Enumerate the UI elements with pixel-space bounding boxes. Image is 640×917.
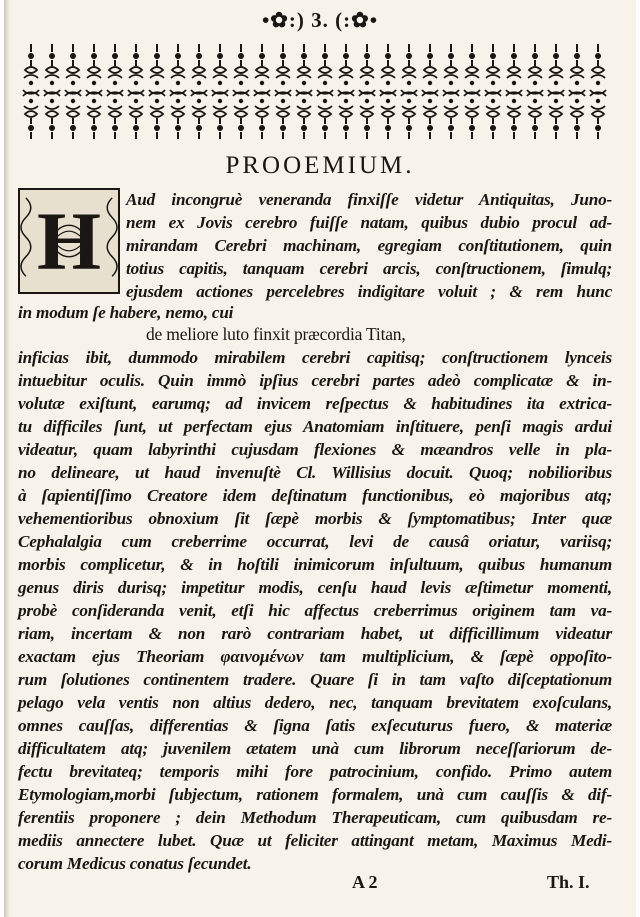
text-line: tu difficiles ſunt, ut perfectam ejus Anatomiam inſtituere, penſi magis ardui	[18, 417, 612, 436]
chapter-title: PROOEMIUM.	[225, 152, 415, 179]
text-line: difficultatem atq; juvenilem ætatem unà cum librorum neceſſariorum de-	[18, 739, 612, 758]
text-line: genus diris durisq; impetitur modis, cenſu haud levis æſtimetur momenti,	[18, 578, 612, 597]
text-line: intuebitur oculis. Quin immò ipſius cerebri partes adeò complicatæ & in-	[18, 371, 612, 390]
text-line: omnes cauſſas, differentias & ſigna ſatis exſecuturus fuero, & materiæ	[18, 716, 612, 735]
text-line: Etymologiam,morbi ſubjectum, rationem formalem, unà cum cauſſis & dif-	[18, 785, 612, 804]
running-head: •✿:) 3. (:✿•	[261, 8, 379, 32]
dropcap-letter-graphic	[20, 190, 118, 292]
catchword: Th. I.	[547, 872, 590, 892]
decorated-initial	[18, 188, 120, 294]
text-line: vehementioribus obnoxium ſit ſæpè morbis & ſymptomatibus; Inter quæ	[18, 509, 612, 528]
text-line: morbis complicetur, & in hoſtili inimicorum inſultuum, quibus humanum	[18, 555, 612, 574]
signature-mark: A 2	[352, 872, 378, 892]
text-line: in modum ſe habere, nemo, cui	[18, 303, 234, 322]
text-line: inficias ibit, dummodo mirabilem cerebri capitisq; conſtructionem lynceis	[18, 348, 612, 367]
text-line: fectu brevitateq; temporis mihi fore patrocinium, confido. Primo autem	[18, 762, 612, 781]
text-line: nem ex Jovis cerebro fuiſſe natam, quibus dubio procul ad-	[126, 213, 612, 232]
book-page	[4, 0, 636, 917]
text-line: mediis annectere lubet. Quæ ut feliciter attingant metam, Maximus Medi-	[18, 831, 612, 850]
text-line: riam, incertam & non rarò contrariam habet, ut difficillimum videatur	[18, 624, 612, 643]
text-line: ejusdem actiones percelebres indigitare voluit ; & rem hunc	[126, 282, 612, 301]
text-line: mirandam Cerebri machinam, egregiam conſtitutionem, quin	[126, 236, 612, 255]
dropcap-letter: H	[36, 195, 102, 287]
text-line: Aud incongruè veneranda finxiſſe videtur Antiquitas, Juno-	[126, 190, 612, 209]
text-line: volutæ exiſtunt, earumq; ad invicem reſpectus & habitudines ita extrica-	[18, 394, 612, 413]
text-line: à ſapientiſſimo Creatore idem deſtinatum functionibus, eò majoribus atq;	[18, 486, 612, 505]
text-line: no delineare, ut haud invenuſtè Cl. Willisius docuit. Quoq; nobilioribus	[18, 463, 612, 482]
ornament-band	[22, 42, 614, 140]
text-line: corum Medicus conatus ſecundet.	[18, 854, 252, 873]
text-line: Cephalalgia cum creberrime occurrat, levi de causâ oriatur, variisq;	[18, 532, 612, 551]
text-line: probè conſideranda venit, etſi hic affectus creberrimus originem tam va-	[18, 601, 612, 620]
text-line: pelago vela ventis non altius dedero, nec, tanquam brevitatem exoſculans,	[18, 693, 612, 712]
text-line: videatur, quam labyrinthi cujusdam flexiones & mæandros velle in pla-	[18, 440, 612, 459]
text-line: totius capitis, tanquam cerebri arcis, conſtructionem, ſimulq;	[126, 259, 612, 278]
text-line: rum ſolutiones continentem tradere. Quare ſi in tam vaſto diſceptationum	[18, 670, 612, 689]
text-line: exactam ejus Theoriam φαινομένων tam multiplicium, & ſæpè oppoſito-	[18, 647, 612, 666]
text-line: ferentiis proponere ; dein Methodum Therapeuticam, cum quibusdam re-	[18, 808, 612, 827]
page-gutter-shadow	[4, 0, 10, 917]
verse-quotation: de meliore luto finxit præcordia Titan,	[146, 324, 406, 344]
